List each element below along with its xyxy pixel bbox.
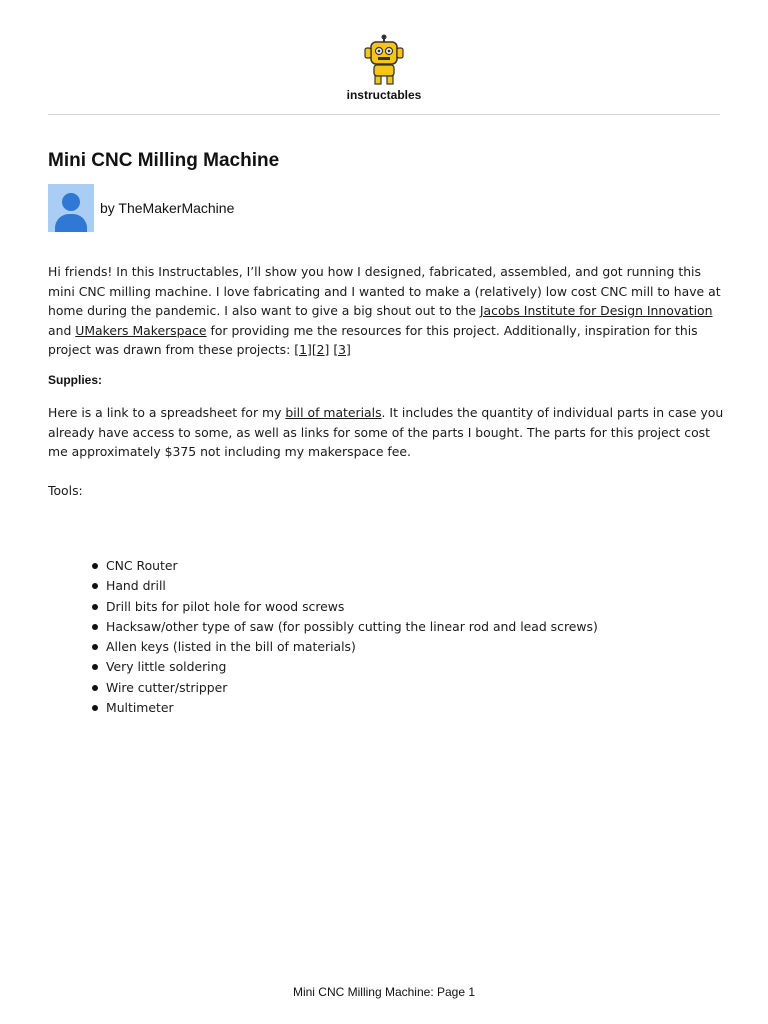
tool-item: Hacksaw/other type of saw (for possibly cutting the linear rod and lead screws) <box>90 617 598 637</box>
bill-of-materials-link[interactable]: bill of materials <box>285 405 382 420</box>
robot-mascot-icon[interactable] <box>360 34 408 86</box>
header-divider <box>48 114 720 115</box>
umakers-makerspace-link[interactable]: UMakers Makerspace <box>75 322 207 338</box>
reference-link-3[interactable]: [3] <box>333 342 351 357</box>
tool-item: CNC Router <box>90 556 598 576</box>
tool-item: Very little soldering <box>90 657 598 677</box>
supplies-paragraph <box>48 403 726 462</box>
intro-text: and <box>48 322 76 338</box>
supplies-heading: Supplies: <box>48 373 103 387</box>
supplies-text: . It includes the quantity of individual parts in case you already have access to some, as well as links for some of the parts I bought. The parts for this project cost me approximately $375 not including my makerspace fee. <box>48 405 724 459</box>
author-byline[interactable]: by TheMakerMachine <box>100 200 235 216</box>
tool-item: Multimeter <box>90 698 598 718</box>
reference-link-1[interactable]: [1] <box>294 342 312 357</box>
jacobs-institute-link[interactable]: Jacobs Institute for Design Innovation <box>479 303 713 318</box>
brand-name[interactable]: instructables <box>346 88 422 102</box>
intro-text: Hi friends! In this Instructables, I’ll show you how I designed, fabricated, assembled, and got running this mini CNC milling machine. I love fabricating and I wanted to make a (relatively) low cost CNC mill to have at home during the pandemic. I also want to give a big shout out to the <box>48 264 721 318</box>
tool-item: Wire cutter/stripper <box>90 678 598 698</box>
page-footer: Mini CNC Milling Machine: Page 1 <box>292 985 476 999</box>
reference-link-2[interactable]: [2] <box>311 342 330 357</box>
tool-item: Drill bits for pilot hole for wood screws <box>90 597 598 617</box>
author-row <box>48 184 234 232</box>
user-avatar-icon[interactable] <box>48 184 94 232</box>
tool-item: Allen keys (listed in the bill of materials) <box>90 637 598 657</box>
tool-item: Hand drill <box>90 576 598 596</box>
intro-paragraph <box>48 262 726 360</box>
site-header <box>0 34 768 102</box>
tools-heading: Tools: <box>48 483 83 498</box>
intro-text: for providing me the resources for this project. Additionally, inspiration for this project was drawn from these projects: <box>48 322 698 357</box>
supplies-text: Here is a link to a spreadsheet for my <box>48 405 286 420</box>
tools-list <box>90 556 598 718</box>
page-title: Mini CNC Milling Machine <box>48 150 280 171</box>
